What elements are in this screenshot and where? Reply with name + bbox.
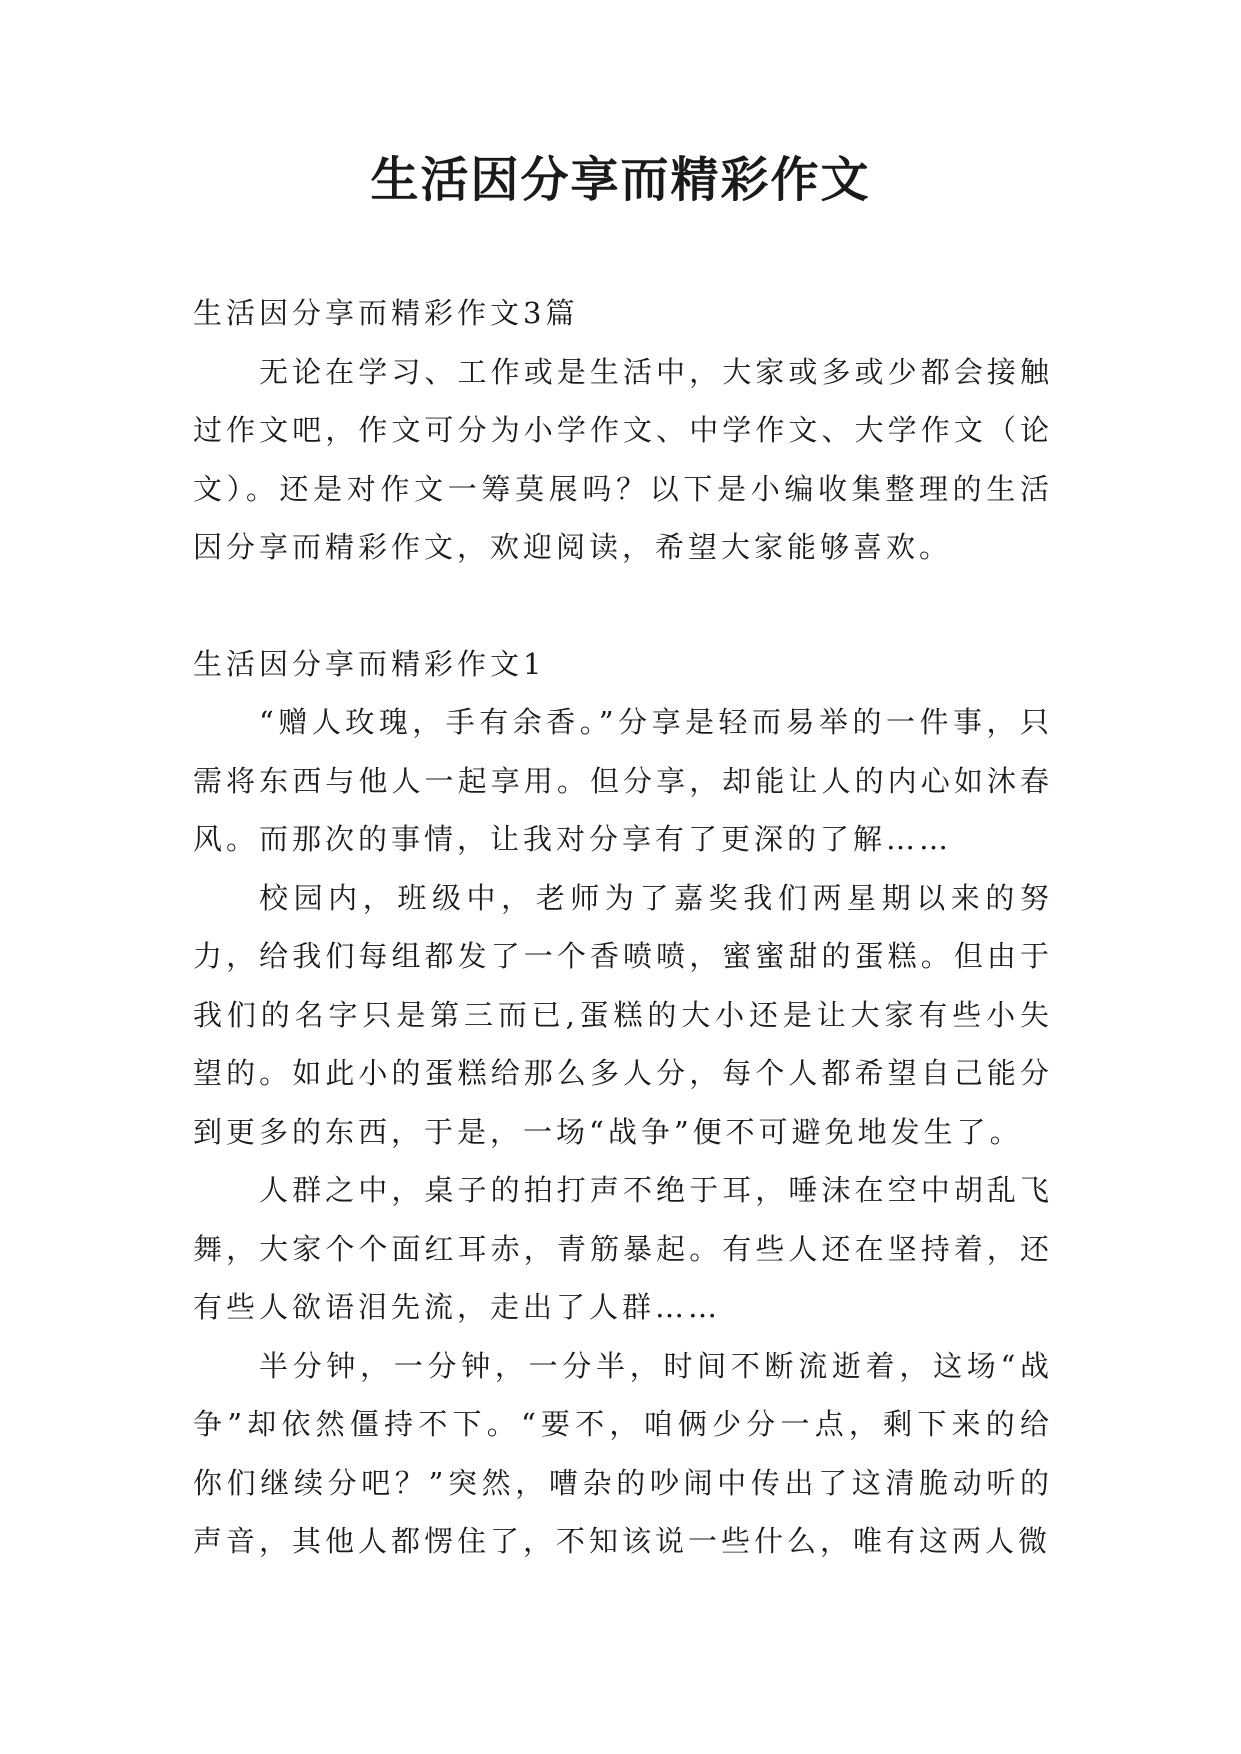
- body-paragraph: 校园内，班级中，老师为了嘉奖我们两星期以来的努力，给我们每组都发了一个香喷喷，蜜蜜甜的蛋糕。但由于我们的名字只是第三而已,蛋糕的大小还是让大家有些小失望的。如此小的蛋糕给那么多人分，每个人都希望自己能分到更多的东西，于是，一场“战争”便不可避免地发生了。: [193, 880, 1053, 1149]
- document-title: 生活因分享而精彩作文: [370, 152, 871, 208]
- section-heading: 生活因分享而精彩作文1: [193, 646, 546, 681]
- body-paragraph: 人群之中，桌子的拍打声不绝于耳，唾沫在空中胡乱飞舞，大家个个面红耳赤，青筋暴起。有些人还在坚持着，还有些人欲语泪先流，走出了人群……: [193, 1173, 1053, 1324]
- document-body: [193, 284, 1053, 1571]
- body-paragraph: 半分钟，一分钟，一分半，时间不断流逝着，这场“战争”却依然僵持不下。“要不，咱俩少分一点，剩下来的给你们继续分吧？”突然，嘈杂的吵闹中传出了这清脆动听的声音，其他人都愣住了，不知该说一些什么，唯有这两人微: [193, 1348, 1053, 1558]
- section-spacer: [193, 577, 1053, 635]
- intro-paragraph: 无论在学习、工作或是生活中，大家或多或少都会接触过作文吧，作文可分为小学作文、中学作文、大学作文（论文）。还是对作文一筹莫展吗？以下是小编收集整理的生活因分享而精彩作文，欢迎阅读，希望大家能够喜欢。: [193, 354, 1053, 564]
- collection-heading: 生活因分享而精彩作文3篇: [193, 296, 579, 330]
- body-paragraph: “赠人玫瑰，手有余香。”分享是轻而易举的一件事，只需将东西与他人一起享用。但分享，却能让人的内心如沐春风。而那次的事情，让我对分享有了更深的了解……: [193, 705, 1053, 856]
